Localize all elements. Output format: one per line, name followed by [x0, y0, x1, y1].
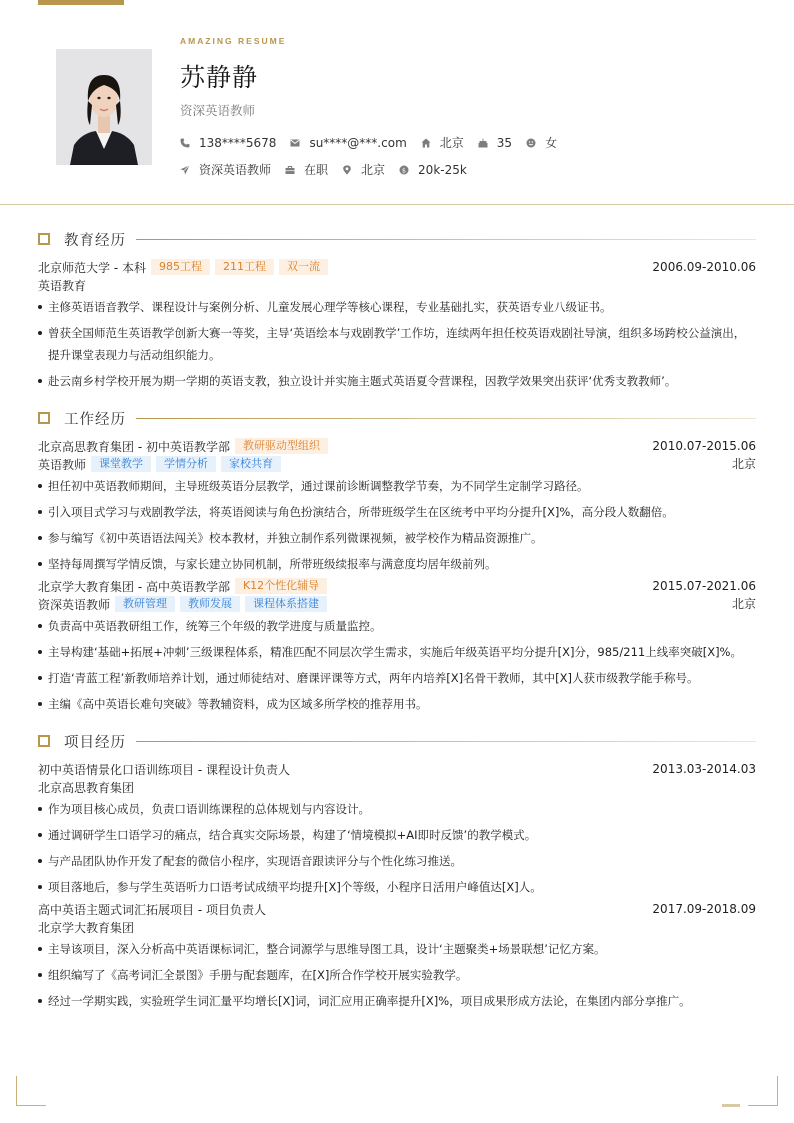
entry-bullets	[38, 296, 756, 392]
major-name: 英语教育	[38, 278, 87, 293]
entry-subtitle-row	[38, 918, 756, 936]
phone-icon	[180, 138, 190, 148]
location-pin-icon	[342, 165, 352, 175]
list-item: 通过调研学生口语学习的痛点，结合真实交际场景，构建了‘情境模拟+AI即时反馈’的教学模式。	[38, 824, 756, 846]
education-header	[38, 229, 756, 249]
company-name: 北京高思教育集团 - 初中英语教学部	[38, 439, 230, 454]
entry-bullets	[38, 938, 756, 1012]
candidate-name: 苏静静	[180, 63, 259, 92]
list-item: 主编《高中英语长难句突破》等教辅资料，成为区域多所学校的推荐用书。	[38, 693, 756, 715]
entry-city: 北京	[731, 597, 756, 611]
send-icon	[180, 165, 190, 175]
company-tag: K12个性化辅导	[235, 578, 327, 594]
gender-item	[526, 134, 557, 151]
skill-tag: 教研管理	[115, 596, 175, 612]
job-status-item	[285, 161, 328, 178]
mail-icon	[290, 138, 300, 148]
work-entry	[38, 437, 756, 575]
project-entry	[38, 900, 756, 1012]
contact-row-2	[180, 161, 481, 178]
phone-text: 138****5678	[199, 135, 277, 150]
entry-bullets	[38, 475, 756, 575]
list-item: 经过一学期实践，实验班学生词汇量平均增长[X]词，词汇应用正确率提升[X]%，项目成果形成方法论，在集团内部分享推广。	[38, 990, 756, 1012]
list-item: 主导构建‘基础+拓展+冲刺’三级课程体系，精准匹配不同层次学生需求，实施后年级英语平均分提升[X]分，985/211上线率突破[X]%。	[38, 641, 756, 663]
section-marker-icon	[38, 735, 50, 747]
hometown-item	[421, 134, 464, 151]
section-title: 教育经历	[64, 232, 126, 249]
cake-icon	[478, 138, 488, 148]
school-tag: 双一流	[279, 259, 328, 275]
home-icon	[421, 138, 431, 148]
work-header	[38, 408, 756, 428]
skill-tag: 学情分析	[156, 456, 216, 472]
entry-title-row	[38, 258, 756, 276]
hometown-text: 北京	[439, 136, 464, 150]
candidate-title: 资深英语教师	[180, 103, 256, 118]
entry-bullets	[38, 615, 756, 715]
age-item	[478, 136, 512, 150]
entry-subtitle-row	[38, 595, 756, 613]
company-name: 北京学大教育集团 - 高中英语教学部	[38, 579, 230, 594]
profile-photo	[56, 49, 152, 165]
entry-subtitle-row	[38, 455, 756, 473]
entry-date: 2006.09-2010.06	[652, 260, 756, 274]
target-position-item	[180, 161, 271, 178]
project-org: 北京高思教育集团	[38, 780, 135, 795]
school-name: 北京师范大学 - 本科	[38, 260, 146, 275]
list-item: 与产品团队协作开发了配套的微信小程序，实现语音跟读评分与个性化练习推送。	[38, 850, 756, 872]
email-item	[290, 136, 406, 150]
skill-tag: 课堂教学	[91, 456, 151, 472]
list-item: 坚持每周撰写学情反馈，与家长建立协同机制，所带班级续报率与满意度均居年级前列。	[38, 553, 756, 575]
work-section	[38, 408, 756, 715]
target-city-text: 北京	[361, 163, 386, 177]
entry-date: 2017.09-2018.09	[652, 902, 756, 916]
svg-text:$: $	[401, 165, 407, 174]
job-status-text: 在职	[304, 163, 329, 177]
education-section	[38, 229, 756, 392]
list-item: 组织编写了《高考词汇全景图》手册与配套题库，在[X]所合作学校开展实验教学。	[38, 964, 756, 986]
skill-tag: 教师发展	[180, 596, 240, 612]
entry-subtitle-row	[38, 276, 756, 294]
project-name: 初中英语情景化口语训练项目 - 课程设计负责人	[38, 762, 290, 777]
bottom-accent-dash	[722, 1104, 740, 1107]
section-marker-icon	[38, 412, 50, 424]
age-text: 35	[496, 135, 513, 150]
email-text: su****@***.com	[309, 135, 407, 150]
resume-tagline: AMAZING RESUME	[180, 36, 287, 46]
projects-section	[38, 731, 756, 1012]
entry-title-row	[38, 577, 756, 595]
entry-title-row	[38, 900, 756, 918]
entry-subtitle-row	[38, 778, 756, 796]
resume-header	[0, 0, 794, 205]
entry-title-row	[38, 760, 756, 778]
section-divider	[136, 418, 756, 419]
phone-item	[180, 136, 276, 150]
list-item: 担任初中英语教师期间，主导班级英语分层教学，通过课前诊断调整教学节奏，为不同学生定制学习路径。	[38, 475, 756, 497]
skill-tag: 课程体系搭建	[245, 596, 327, 612]
corner-decoration-right	[748, 1076, 778, 1106]
list-item: 项目落地后，参与学生英语听力口语考试成绩平均提升[X]个等级，小程序日活用户峰值达[X]人。	[38, 876, 756, 898]
section-divider	[136, 741, 756, 742]
target-city-item	[342, 161, 385, 178]
entry-city: 北京	[731, 457, 756, 471]
position-name: 资深英语教师	[38, 597, 111, 612]
list-item: 主修英语语音教学、课程设计与案例分析、儿童发展心理学等核心课程，专业基础扎实，获英语专业八级证书。	[38, 296, 756, 318]
list-item: 赴云南乡村学校开展为期一学期的英语支教，独立设计并实施主题式英语夏令营课程，因教学效果突出获评‘优秀支教教师’。	[38, 370, 756, 392]
salary-item	[399, 163, 467, 177]
section-marker-icon	[38, 233, 50, 245]
school-tag: 211工程	[215, 259, 274, 275]
gender-icon	[526, 138, 536, 148]
target-position-text: 资深英语教师	[199, 163, 272, 177]
school-tag: 985工程	[151, 259, 210, 275]
entry-date: 2013.03-2014.03	[652, 762, 756, 776]
gender-text: 女	[545, 136, 558, 150]
list-item: 引入项目式学习与戏剧教学法，将英语阅读与角色扮演结合，所带班级学生在区统考中平均分提升[X]%，高分段人数翻倍。	[38, 501, 756, 523]
company-tag: 教研驱动型组织	[235, 438, 328, 454]
salary-icon	[399, 165, 409, 175]
list-item: 打造‘青蓝工程’新教师培养计划，通过师徒结对、磨课评课等方式，两年内培养[X]名骨干教师，其中[X]人获市级教学能手称号。	[38, 667, 756, 689]
list-item: 曾获全国师范生英语教学创新大赛一等奖，主导‘英语绘本与戏剧教学’工作坊，连续两年担任校英语戏剧社导演，组织多场跨校公益演出，提升课堂表现力与活动组织能力。	[38, 322, 756, 366]
corner-decoration-left	[16, 1076, 46, 1106]
list-item: 负责高中英语教研组工作，统筹三个年级的教学进度与质量监控。	[38, 615, 756, 637]
list-item: 主导该项目，深入分析高中英语课标词汇，整合词源学与思维导图工具，设计‘主题聚类+场景联想’记忆方案。	[38, 938, 756, 960]
work-entry	[38, 577, 756, 715]
list-item: 作为项目核心成员，负责口语训练课程的总体规划与内容设计。	[38, 798, 756, 820]
project-org: 北京学大教育集团	[38, 920, 135, 935]
project-entry	[38, 760, 756, 898]
skill-tag: 家校共育	[221, 456, 281, 472]
entry-title-row	[38, 437, 756, 455]
position-name: 英语教师	[38, 457, 87, 472]
entry-date: 2010.07-2015.06	[652, 439, 756, 453]
projects-header	[38, 731, 756, 751]
salary-text: 20k-25k	[418, 162, 467, 177]
project-name: 高中英语主题式词汇拓展项目 - 项目负责人	[38, 902, 266, 917]
briefcase-icon	[285, 165, 295, 175]
contact-row-1	[180, 134, 571, 151]
entry-date: 2015.07-2021.06	[652, 579, 756, 593]
entry-bullets	[38, 798, 756, 898]
section-title: 工作经历	[64, 411, 126, 428]
section-divider	[136, 239, 756, 240]
section-title: 项目经历	[64, 734, 126, 751]
list-item: 参与编写《初中英语语法闯关》校本教材，并独立制作系列微课视频，被学校作为精品资源推广。	[38, 527, 756, 549]
education-entry	[38, 258, 756, 392]
